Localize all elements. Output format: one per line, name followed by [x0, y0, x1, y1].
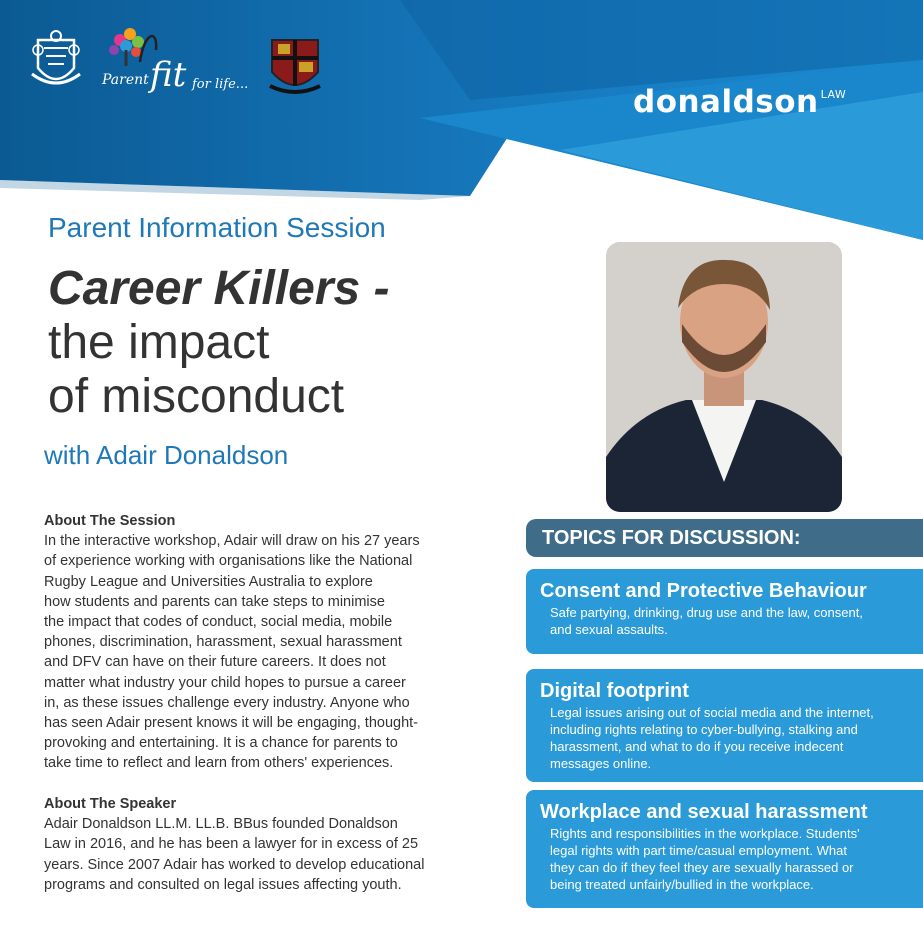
- about-session: [44, 511, 464, 774]
- parent-fit-logo: [100, 22, 260, 100]
- topic-card-consent: [526, 569, 923, 654]
- donaldson-law-logo: [633, 84, 846, 120]
- paragraph-line: years. Since 2007 Adair has worked to develop educational: [44, 856, 425, 873]
- topic-line: they can do if they feel they are sexually harassed or: [550, 860, 854, 875]
- speaker-line: with Adair Donaldson: [44, 440, 289, 470]
- about-session-heading: About The Session: [44, 513, 176, 529]
- topic-line: and sexual assaults.: [550, 622, 668, 637]
- parent-text: Parent: [102, 72, 149, 88]
- paragraph-line: and DFV can have on their future careers. It does not: [44, 654, 386, 671]
- topic-title: Digital footprint: [540, 680, 689, 702]
- about-speaker: [44, 794, 464, 895]
- school-crest-icon: [28, 28, 84, 96]
- topic-title: Workplace and sexual harassment: [540, 801, 868, 823]
- paragraph-line: matter what industry your child hopes to pursue a career: [44, 674, 406, 691]
- topic-line: harassment, and what to do if you receive indecent: [550, 739, 844, 754]
- speaker-photo: [606, 242, 842, 512]
- paragraph-line: in, as these issues challenge every industry. Anyone who: [44, 694, 410, 711]
- topic-title: Consent and Protective Behaviour: [540, 580, 867, 602]
- title-line-2: the impact: [48, 316, 270, 369]
- topic-description: [550, 825, 889, 893]
- topic-card-workplace: [526, 790, 923, 908]
- topic-line: Safe partying, drinking, drug use and the law, consent,: [550, 605, 863, 620]
- session-subtitle: Parent Information Session: [48, 212, 386, 243]
- paragraph-line: provoking and entertaining. It is a chance for parents to: [44, 735, 398, 752]
- college-crest-icon: [268, 36, 322, 98]
- title-line-3: of misconduct: [48, 370, 345, 423]
- topic-line: being treated unfairly/bullied in the workplace.: [550, 877, 814, 892]
- paragraph-line: programs and consulted on legal issues affecting youth.: [44, 876, 402, 893]
- paragraph-line: Law in 2016, and he has been a lawyer for in excess of 25: [44, 836, 419, 853]
- paragraph-line: In the interactive workshop, Adair will draw on his 27 years: [44, 533, 420, 550]
- topic-line: Legal issues arising out of social media and the internet,: [550, 705, 874, 720]
- about-speaker-heading: About The Speaker: [44, 796, 177, 812]
- brand-word: donaldson: [633, 84, 819, 120]
- brand-suffix: LAW: [820, 88, 847, 101]
- title-line-1: Career Killers -: [48, 262, 390, 315]
- paragraph-line: phones, discrimination, harassment, sexual harassment: [44, 634, 402, 651]
- topic-line: messages online.: [550, 756, 652, 771]
- topic-line: legal rights with part time/casual employment. What: [550, 843, 847, 858]
- topic-description: [550, 604, 889, 638]
- paragraph-line: Adair Donaldson LL.M. LL.B. BBus founded Donaldson: [44, 816, 398, 833]
- paragraph-line: the impact that codes of conduct, social media, mobile: [44, 614, 393, 631]
- topic-line: including rights relating to cyber-bullying, stalking and: [550, 722, 858, 737]
- for-life-text: for life...: [192, 77, 249, 92]
- topic-card-digital: [526, 669, 923, 782]
- paragraph-line: take time to reflect and learn from others' experiences.: [44, 755, 394, 772]
- topic-line: Rights and responsibilities in the workplace. Students': [550, 826, 860, 841]
- topics-heading: TOPICS FOR DISCUSSION:: [526, 519, 923, 557]
- paragraph-line: Rugby League and Universities Australia to explore: [44, 573, 373, 590]
- paragraph-line: has seen Adair present knows it will be engaging, thought-: [44, 715, 419, 732]
- page-title: [48, 262, 390, 424]
- fit-text: fit: [150, 55, 187, 95]
- paragraph-line: of experience working with organisations like the National: [44, 553, 413, 570]
- topic-description: [550, 704, 889, 772]
- paragraph-line: how students and parents can take steps to minimise: [44, 593, 385, 610]
